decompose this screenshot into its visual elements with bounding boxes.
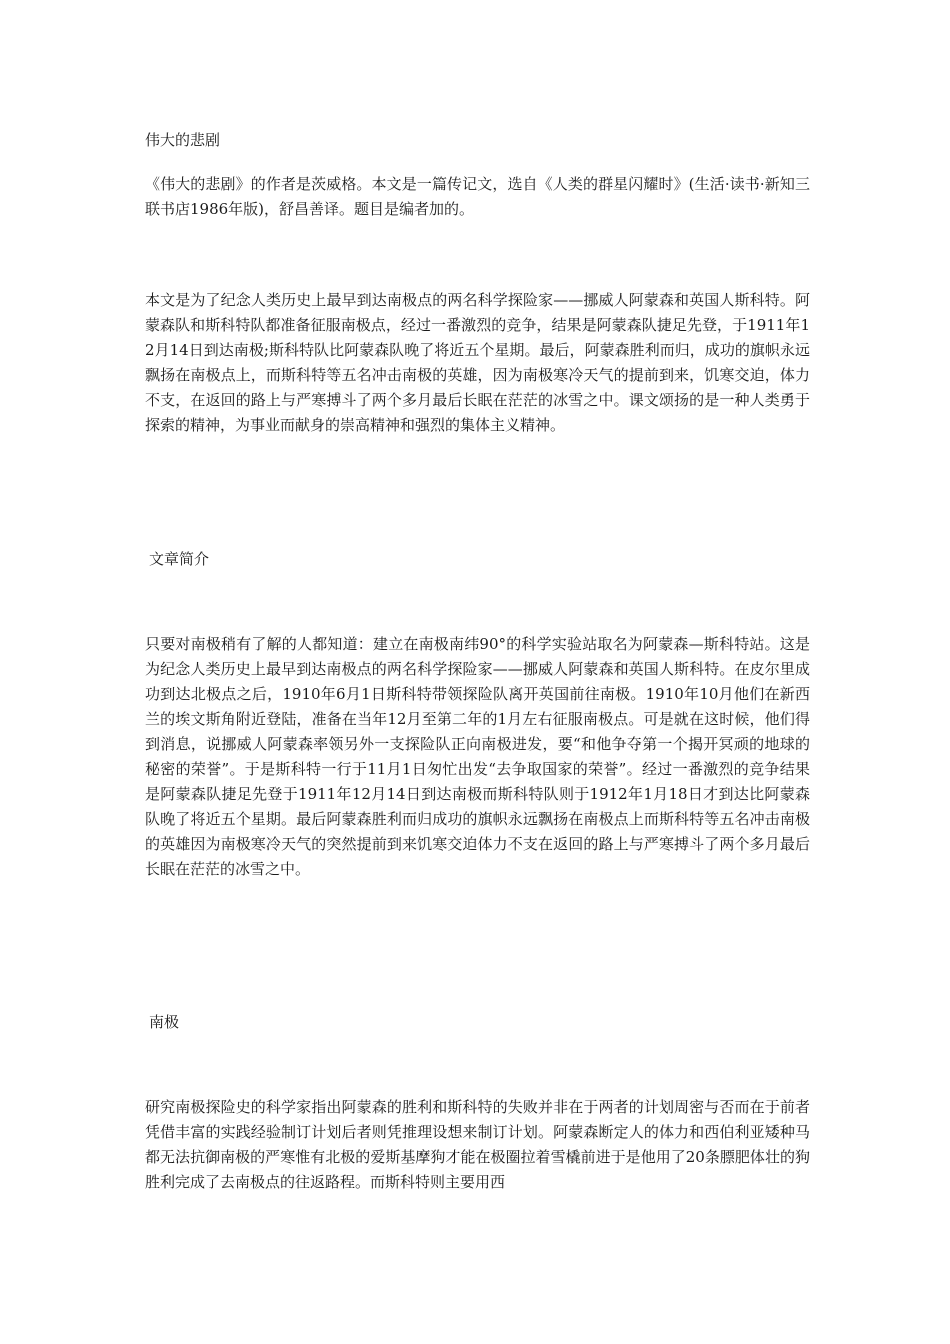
section-heading-introduction: 文章简介: [149, 550, 210, 568]
south-pole-paragraph: 研究南极探险史的科学家指出阿蒙森的胜利和斯科特的失败并非在于两者的计划周密与否而在于前者凭借丰富的实践经验制订计划后者则凭推理设想来制订计划。阿蒙森断定人的体力和西伯利亚矮种马都无法抗御南极的严寒惟有北极的爱斯基摩狗才能在极圈拉着雪橇前进于是他用了20条膘肥体壮的狗胜利完成了去南极点的往返路程。而斯科特则主要用西: [145, 1098, 810, 1191]
summary-paragraph: 本文是为了纪念人类历史上最早到达南极点的两名科学探险家——挪威人阿蒙森和英国人斯科特。阿蒙森队和斯科特队都准备征服南极点，经过一番激烈的竞争，结果是阿蒙森队捷足先登，于1911年12月14日到达南极;斯科特队比阿蒙森队晚了将近五个星期。最后，阿蒙森胜利而归，成功的旗帜永远飘扬在南极点上，而斯科特等五名冲击南极的英雄，因为南极寒冷天气的提前到来，饥寒交迫，体力不支，在返回的路上与严寒搏斗了两个多月最后长眠在茫茫的冰雪之中。课文颂扬的是一种人类勇于探索的精神，为事业而献身的崇高精神和强烈的集体主义精神。: [145, 291, 810, 434]
introduction-paragraph: 只要对南极稍有了解的人都知道：建立在南极南纬90°的科学实验站取名为阿蒙森—斯科特站。这是为纪念人类历史上最早到达南极点的两名科学探险家——挪威人阿蒙森和英国人斯科特。在皮尔里成功到达北极点之后，1910年6月1日斯科特带领探险队离开英国前往南极。1910年10月他们在新西兰的埃文斯角附近登陆，准备在当年12月至第二年的1月左右征服南极点。可是就在这时候，他们得到消息，说挪威人阿蒙森率领另外一支探险队正向南极进发，要“和他争夺第一个揭开冥顽的地球的秘密的荣誉”。于是斯科特一行于11月1日匆忙出发“去争取国家的荣誉”。经过一番激烈的竞争结果是阿蒙森队捷足先登于1911年12月14日到达南极而斯科特队则于1912年1月18日才到达比阿蒙森队晚了将近五个星期。最后阿蒙森胜利而归成功的旗帜永远飘扬在南极点上而斯科特等五名冲击南极的英雄因为南极寒冷天气的突然提前到来饥寒交迫体力不支在返回的路上与严寒搏斗了两个多月最后长眠在茫茫的冰雪之中。: [145, 635, 810, 878]
intro-paragraph: 《伟大的悲剧》的作者是茨威格。本文是一篇传记文，选自《人类的群星闪耀时》(生活·读书·新知三联书店1986年版)，舒昌善译。题目是编者加的。: [145, 175, 810, 218]
document-title: 伟大的悲剧: [145, 131, 221, 149]
section-heading-south-pole: 南极: [149, 1013, 180, 1031]
